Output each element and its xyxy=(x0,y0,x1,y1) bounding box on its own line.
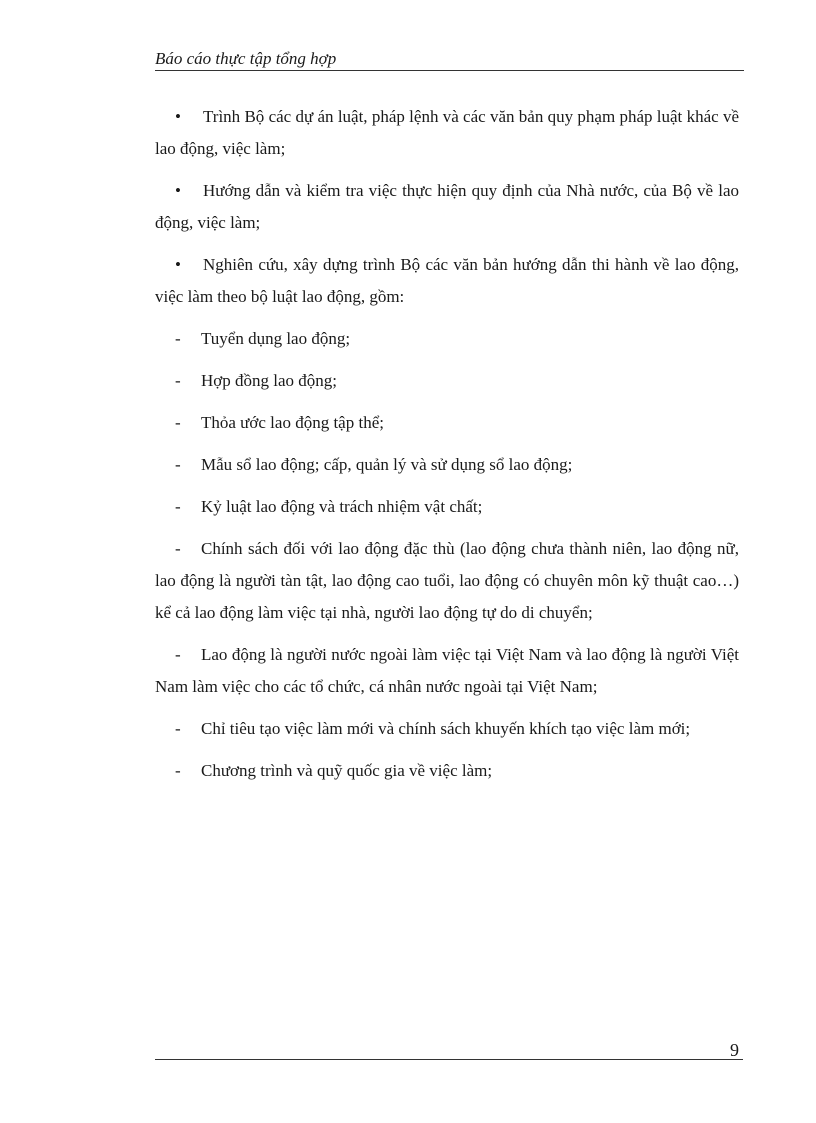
dash-marker: - xyxy=(175,539,181,558)
list-item xyxy=(155,449,739,481)
list-item-text: Tuyển dụng lao động; xyxy=(201,329,351,348)
list-item-text: Mẫu sổ lao động; cấp, quản lý và sử dụng sổ lao động; xyxy=(201,455,573,474)
page-header-title: Báo cáo thực tập tổng hợp xyxy=(155,49,337,68)
dash-marker: - xyxy=(175,413,181,432)
list-item-text: Nghiên cứu, xây dựng trình Bộ các văn bản hướng dẫn thi hành về lao động, việc làm theo bộ luật lao động, gồm: xyxy=(155,255,739,306)
list-item xyxy=(155,249,739,313)
dash-marker: - xyxy=(175,761,181,780)
list-item xyxy=(155,101,739,165)
list-item xyxy=(155,755,739,787)
footer-divider xyxy=(155,1059,743,1060)
list-item xyxy=(155,407,739,439)
list-item-text: Lao động là người nước ngoài làm việc tại Việt Nam và lao động là người Việt Nam làm việc cho các tổ chức, cá nhân nước ngoài tại Việt Nam; xyxy=(155,645,739,696)
bullet-marker: • xyxy=(175,107,181,126)
dash-marker: - xyxy=(175,329,181,348)
list-item-text: Hợp đồng lao động; xyxy=(201,371,338,390)
dash-marker: - xyxy=(175,645,181,664)
list-item xyxy=(155,639,739,703)
dash-marker: - xyxy=(175,455,181,474)
dash-marker: - xyxy=(175,371,181,390)
header-divider xyxy=(155,70,744,71)
list-item-text: Chương trình và quỹ quốc gia về việc làm; xyxy=(201,761,493,780)
list-item xyxy=(155,533,739,629)
bullet-marker: • xyxy=(175,181,181,200)
list-item xyxy=(155,491,739,523)
list-item-text: Chỉ tiêu tạo việc làm mới và chính sách khuyến khích tạo việc làm mới; xyxy=(201,719,691,738)
list-item xyxy=(155,323,739,355)
list-item xyxy=(155,365,739,397)
dash-marker: - xyxy=(175,497,181,516)
list-item xyxy=(155,175,739,239)
list-item-text: Chính sách đối với lao động đặc thù (lao động chưa thành niên, lao động nữ, lao động là người tàn tật, lao động cao tuổi, lao động có chuyên môn kỹ thuật cao…) kể cả lao động làm việc tại nhà, người lao động tự do di chuyển; xyxy=(155,539,739,622)
list-item-text: Hướng dẫn và kiểm tra việc thực hiện quy định của Nhà nước, của Bộ về lao động, việc làm; xyxy=(155,181,739,232)
list-item-text: Thỏa ước lao động tập thể; xyxy=(201,413,384,432)
list-item-text: Trình Bộ các dự án luật, pháp lệnh và các văn bản quy phạm pháp luật khác về lao động, việc làm; xyxy=(155,107,739,158)
bullet-marker: • xyxy=(175,255,181,274)
list-item xyxy=(155,713,739,745)
page-number: 9 xyxy=(730,1040,739,1060)
list-item-text: Kỷ luật lao động và trách nhiệm vật chất; xyxy=(201,497,483,516)
document-body xyxy=(155,101,739,797)
dash-marker: - xyxy=(175,719,181,738)
